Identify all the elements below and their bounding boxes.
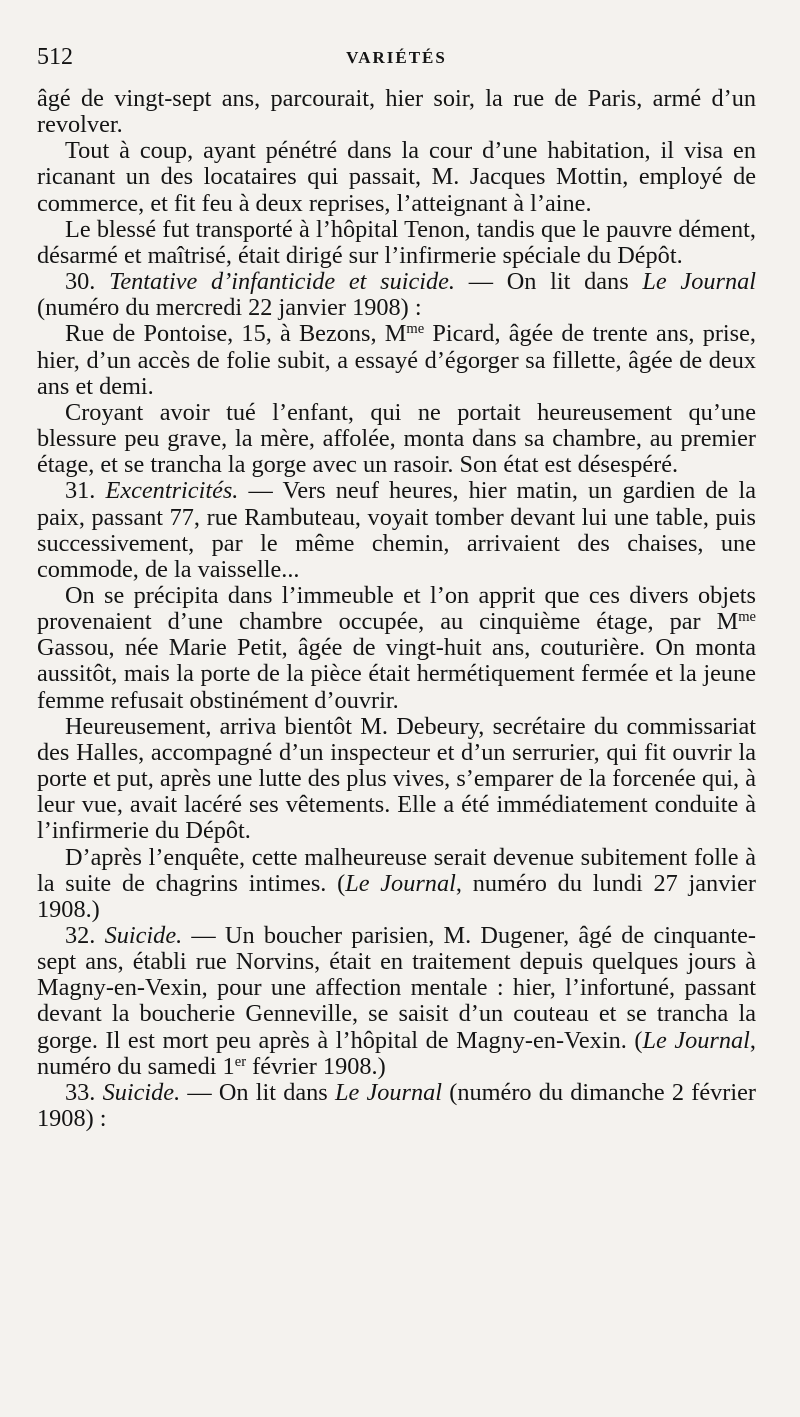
text-segment: , numéro du samedi 1	[37, 1026, 756, 1080]
italic-text: Le Journal	[345, 869, 456, 897]
text-segment: Croyant avoir tué l’enfant, qui ne portait heureusement qu’une blessure peu grave, la mère, affolée, monta dans sa chambre, au premier étage, et se trancha la gorge avec un rasoir. Son état est désespéré.	[37, 398, 756, 479]
text-segment: 30.	[65, 268, 110, 296]
text-segment: (numéro du dimanche 2 février 1908) :	[37, 1078, 756, 1133]
superscript: er	[234, 1053, 247, 1070]
page-number: 512	[37, 44, 73, 70]
text-segment: février 1908.)	[246, 1052, 386, 1080]
body-text	[37, 86, 756, 1132]
italic-text: Le Journal	[642, 268, 756, 296]
text-segment: — On lit dans	[180, 1078, 335, 1106]
page-header	[37, 40, 756, 86]
paragraph	[37, 86, 756, 138]
text-segment: 33.	[65, 1078, 103, 1106]
text-segment: (numéro du mercredi 22 janvier 1908) :	[37, 294, 422, 322]
paragraph	[37, 321, 756, 399]
italic-text: Le Journal	[642, 1026, 750, 1054]
paragraph	[37, 1080, 756, 1132]
text-segment: — Un boucher parisien, M. Dugener, âgé de cinquante-sept ans, établi rue Norvins, était en traitement depuis quelques jours à Magny-en-Vexin, pour une affection mentale : hier, l’infortuné, passant devant la boucherie Genneville, se saisit d’un couteau et se trancha la gorge. Il est mort peu après à l’hôpital de Magny-en-Vexin. (	[37, 922, 756, 1054]
superscript: me	[406, 321, 425, 338]
text-segment: 32.	[65, 922, 105, 949]
italic-text: Suicide.	[102, 1078, 181, 1106]
paragraph	[37, 217, 756, 269]
text-segment: Le blessé fut transporté à l’hôpital Tenon, tandis que le pauvre dément, désarmé et maîtrisé, était dirigé sur l’infirmerie spéciale du Dépôt.	[37, 215, 756, 269]
paragraph	[37, 138, 756, 216]
italic-text: Suicide.	[104, 922, 183, 949]
superscript: me	[738, 609, 756, 626]
text-segment: — Vers neuf heures, hier matin, un gardien de la paix, passant 77, rue Rambuteau, voyait tomber devant lui une table, puis successivement, par le même chemin, arrivaient des chaises, une commode, de la vaisselle...	[37, 477, 756, 583]
text-segment: On se précipita dans l’immeuble et l’on apprit que ces divers objets provenaient d’une chambre occupée, au cinquième étage, par M	[37, 581, 756, 636]
paragraph	[37, 583, 756, 714]
paragraph	[37, 923, 756, 1080]
text-segment: Rue de Pontoise, 15, à Bezons, M	[65, 320, 407, 348]
paragraph	[37, 478, 756, 583]
paragraph	[37, 269, 756, 321]
italic-text: Le Journal	[334, 1078, 443, 1106]
text-segment: âgé de vingt-sept ans, parcourait, hier soir, la rue de Paris, armé d’un revolver.	[37, 85, 756, 139]
italic-text: Tentative d’infanticide et suicide.	[109, 268, 456, 296]
text-segment: Heureusement, arriva bientôt M. Debeury, secrétaire du commissariat des Halles, accompagné d’un inspecteur et d’un serrurier, qui fit ouvrir la porte et put, après une lutte des plus vives, s’emparer de la forcenée qui, à leur vue, avait lacéré ses vêtements. Elle a été immédiatement conduite à l’infirmerie du Dépôt.	[37, 712, 756, 845]
running-title: VARIÉTÉS	[346, 48, 447, 67]
text-segment: , numéro du lundi 27 janvier 1908.)	[37, 869, 756, 923]
paragraph	[37, 714, 756, 845]
text-segment: Gassou, née Marie Petit, âgée de vingt-huit ans, couturière. On monta aussitôt, mais la porte de la pièce était hermétiquement fermée et la jeune femme refusait obstinément d’ouvrir.	[37, 634, 756, 714]
text-segment: 31.	[65, 477, 106, 505]
text-segment: Picard, âgée de trente ans, prise, hier, d’un accès de folie subit, a essayé d’égorger sa fillette, âgée de deux ans et demi.	[37, 320, 756, 400]
paragraph	[37, 845, 756, 923]
text-segment: — On lit dans	[455, 268, 643, 296]
paragraph	[37, 400, 756, 478]
text-segment: Tout à coup, ayant pénétré dans la cour d’une habitation, il visa en ricanant un des locataires qui passait, M. Jacques Mottin, employé de commerce, et fit feu à deux reprises, l’atteignant à l’aine.	[37, 137, 756, 217]
text-segment: D’après l’enquête, cette malheureuse serait devenue subitement folle à la suite de chagrins intimes. (	[37, 843, 756, 897]
italic-text: Excentricités.	[105, 477, 239, 505]
